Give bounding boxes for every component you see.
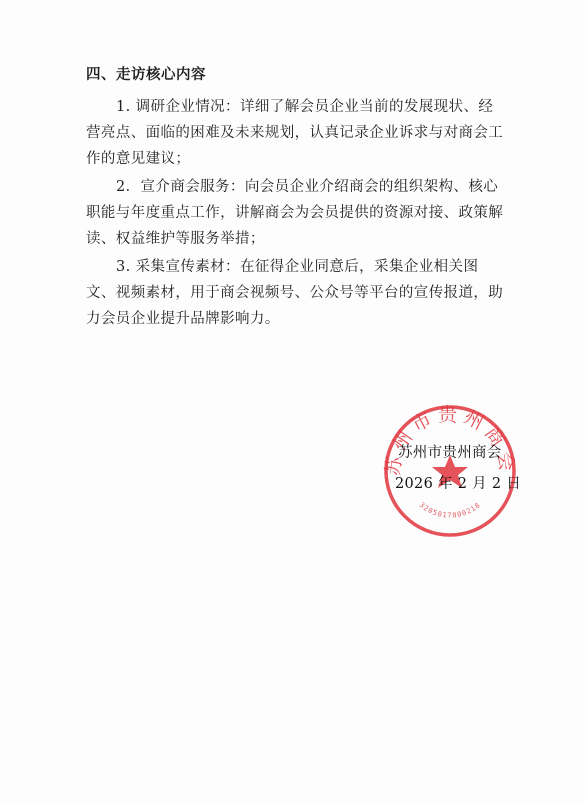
content-item-services: 2．宣介商会服务：向会员企业介绍商会的组织架构、核心职能与年度重点工作，讲解商会为会员提供的资源对接、政策解读、权益维护等服务举措； (86, 179, 504, 247)
seal-serial: 3205017000218 (417, 500, 483, 520)
section-heading: 四、走访核心内容 (86, 67, 206, 83)
svg-text:3205017000218 (418, 501, 483, 520)
signature-date: 2026 年 2 月 2 日 (395, 476, 522, 492)
seal-text: 苏州市贵州商会 (382, 403, 518, 478)
official-seal (382, 403, 518, 539)
signature-organization: 苏州市贵州商会 (398, 445, 502, 461)
content-item-materials: 3. 采集宣传素材：在征得企业同意后，采集企业相关图文、视频素材，用于商会视频号、公众号等平台的宣传报道，助力会员企业提升品牌影响力。 (86, 259, 504, 327)
content-item-research: 1. 调研企业情况：详细了解会员企业当前的发展现状、经营亮点、面临的困难及未来规划，认真记录企业诉求与对商会工作的意见建议； (86, 99, 504, 167)
